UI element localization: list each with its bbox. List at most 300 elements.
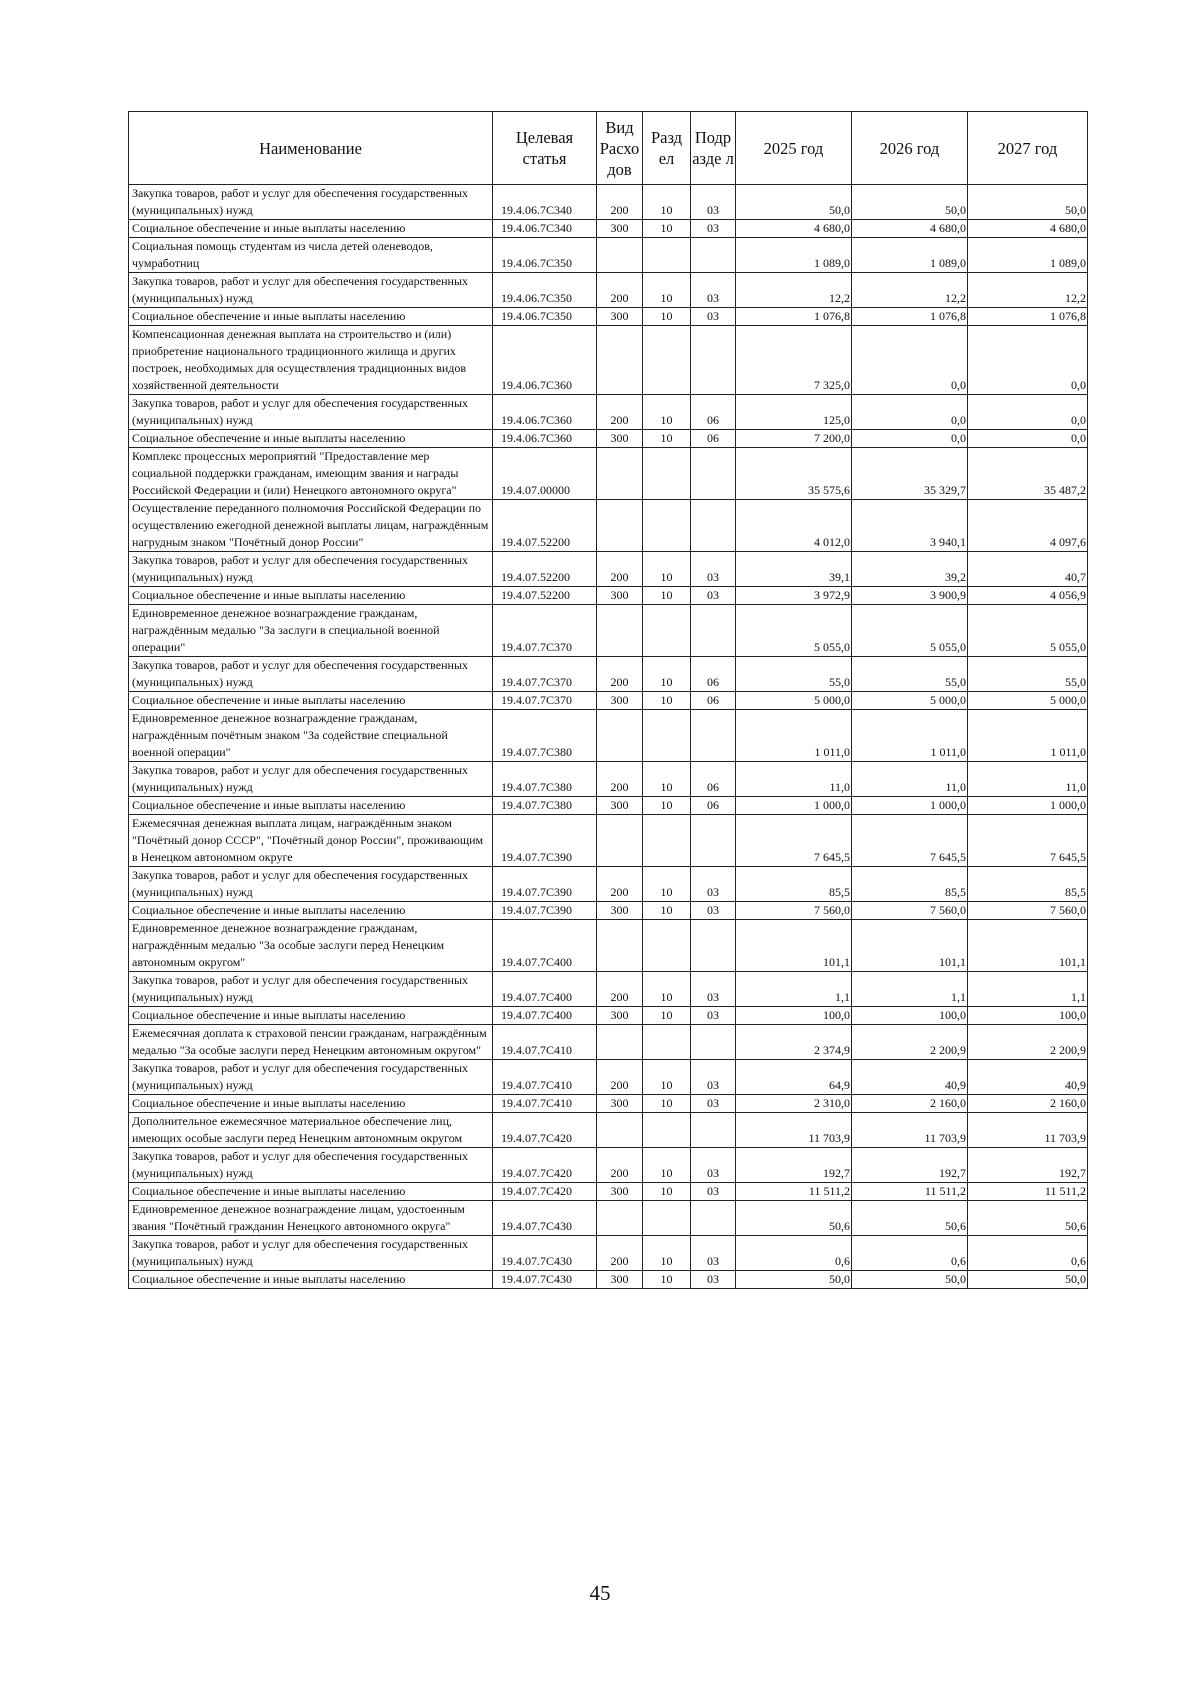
table-row [129,902,1088,920]
table-row [129,762,1088,797]
cell-2027: 0,0 [968,430,1088,448]
cell-2026: 1,1 [852,972,968,1007]
cell-2025: 1 011,0 [736,710,852,762]
cell-2026: 35 329,7 [852,448,968,500]
cell-target-article: 19.4.07.7С410 [493,1095,597,1113]
cell-expense-type [597,815,643,867]
cell-target-article: 19.4.07.7С430 [493,1271,597,1289]
cell-expense-type [597,1113,643,1148]
cell-subsection [691,500,736,552]
cell-name: Социальное обеспечение и иные выплаты населению [129,587,493,605]
cell-target-article: 19.4.06.7С360 [493,430,597,448]
cell-target-article: 19.4.06.7С360 [493,326,597,395]
cell-expense-type [597,920,643,972]
cell-subsection [691,815,736,867]
cell-subsection [691,1113,736,1148]
cell-name: Социальное обеспечение и иные выплаты населению [129,797,493,815]
cell-target-article: 19.4.06.7С360 [493,395,597,430]
table-row [129,1201,1088,1236]
table-row [129,1095,1088,1113]
cell-name: Закупка товаров, работ и услуг для обеспечения государственных (муниципальных) нужд [129,273,493,308]
cell-target-article: 19.4.07.7С430 [493,1236,597,1271]
cell-name: Социальное обеспечение и иные выплаты населению [129,430,493,448]
cell-2026: 1 076,8 [852,308,968,326]
cell-section: 10 [643,430,691,448]
cell-subsection [691,710,736,762]
header-year-2026: 2026 год [852,112,968,185]
cell-2027: 50,0 [968,185,1088,220]
cell-2027: 4 097,6 [968,500,1088,552]
table-row [129,1271,1088,1289]
cell-2025: 7 560,0 [736,902,852,920]
cell-subsection: 06 [691,430,736,448]
cell-name: Компенсационная денежная выплата на строительство и (или) приобретение национального традиционного жилища и других построек, необходимых для осуществления традиционных видов хозяйственной деятельности [129,326,493,395]
cell-2026: 1 089,0 [852,238,968,273]
cell-2026: 7 645,5 [852,815,968,867]
cell-target-article: 19.4.06.7С350 [493,308,597,326]
cell-name: Социальное обеспечение и иные выплаты населению [129,1095,493,1113]
cell-2026: 11,0 [852,762,968,797]
table-row [129,552,1088,587]
cell-name: Единовременное денежное вознаграждение гражданам, награждённым медалью "За заслуги в специальной военной операции" [129,605,493,657]
cell-2027: 0,0 [968,326,1088,395]
cell-target-article: 19.4.06.7С350 [493,273,597,308]
table-row [129,273,1088,308]
cell-2026: 0,0 [852,326,968,395]
cell-name: Ежемесячная доплата к страховой пенсии гражданам, награждённым медалью "За особые заслуги перед Ненецким автономным округом" [129,1025,493,1060]
cell-section [643,605,691,657]
cell-subsection: 03 [691,1007,736,1025]
cell-expense-type [597,1025,643,1060]
cell-subsection: 03 [691,1148,736,1183]
table-row [129,815,1088,867]
cell-target-article: 19.4.07.7С410 [493,1060,597,1095]
cell-expense-type: 300 [597,692,643,710]
cell-2025: 50,6 [736,1201,852,1236]
cell-section: 10 [643,273,691,308]
cell-name: Закупка товаров, работ и услуг для обеспечения государственных (муниципальных) нужд [129,185,493,220]
cell-expense-type: 200 [597,395,643,430]
cell-target-article: 19.4.07.7С430 [493,1201,597,1236]
table-row [129,326,1088,395]
cell-subsection [691,920,736,972]
cell-2025: 2 374,9 [736,1025,852,1060]
cell-subsection: 03 [691,552,736,587]
cell-2027: 0,6 [968,1236,1088,1271]
table-row [129,867,1088,902]
cell-subsection: 03 [691,902,736,920]
cell-2027: 2 160,0 [968,1095,1088,1113]
cell-expense-type: 300 [597,1271,643,1289]
cell-2027: 11,0 [968,762,1088,797]
cell-2027: 12,2 [968,273,1088,308]
cell-name: Социальное обеспечение и иные выплаты населению [129,1271,493,1289]
cell-name: Единовременное денежное вознаграждение лицам, удостоенным звания "Почётный гражданин Ненецкого автономного округа" [129,1201,493,1236]
table-row [129,308,1088,326]
cell-section: 10 [643,1060,691,1095]
cell-2025: 1,1 [736,972,852,1007]
cell-2026: 3 940,1 [852,500,968,552]
table-row [129,710,1088,762]
cell-2026: 11 703,9 [852,1113,968,1148]
cell-target-article: 19.4.07.52200 [493,500,597,552]
cell-section: 10 [643,762,691,797]
cell-target-article: 19.4.07.7С400 [493,1007,597,1025]
cell-section: 10 [643,1183,691,1201]
cell-subsection [691,605,736,657]
cell-2027: 7 560,0 [968,902,1088,920]
cell-2026: 3 900,9 [852,587,968,605]
cell-name: Закупка товаров, работ и услуг для обеспечения государственных (муниципальных) нужд [129,867,493,902]
cell-name: Социальное обеспечение и иные выплаты населению [129,1183,493,1201]
cell-section: 10 [643,972,691,1007]
table-row [129,587,1088,605]
cell-section [643,710,691,762]
cell-2026: 2 160,0 [852,1095,968,1113]
cell-2026: 50,0 [852,1271,968,1289]
cell-expense-type: 300 [597,1007,643,1025]
cell-target-article: 19.4.07.7С420 [493,1148,597,1183]
cell-subsection: 03 [691,273,736,308]
cell-expense-type: 200 [597,1236,643,1271]
table-row [129,238,1088,273]
table-header-row [129,112,1088,185]
cell-name: Социальное обеспечение и иные выплаты населению [129,308,493,326]
cell-expense-type: 200 [597,273,643,308]
cell-name: Закупка товаров, работ и услуг для обеспечения государственных (муниципальных) нужд [129,1148,493,1183]
cell-subsection: 06 [691,657,736,692]
cell-2025: 11 703,9 [736,1113,852,1148]
cell-section: 10 [643,1148,691,1183]
cell-section [643,1025,691,1060]
cell-2027: 1 089,0 [968,238,1088,273]
cell-2025: 35 575,6 [736,448,852,500]
cell-target-article: 19.4.06.7С340 [493,220,597,238]
cell-section [643,815,691,867]
cell-section: 10 [643,1095,691,1113]
cell-2025: 50,0 [736,185,852,220]
table-row [129,448,1088,500]
cell-2027: 5 055,0 [968,605,1088,657]
cell-target-article: 19.4.07.7С390 [493,815,597,867]
cell-target-article: 19.4.06.7С340 [493,185,597,220]
cell-2025: 64,9 [736,1060,852,1095]
cell-name: Комплекс процессных мероприятий "Предоставление мер социальной поддержки гражданам, имеющим звания и награды Российской Федерации и (или) Ненецкого автономного округа" [129,448,493,500]
cell-2027: 85,5 [968,867,1088,902]
cell-expense-type: 200 [597,657,643,692]
table-row [129,657,1088,692]
cell-2025: 7 200,0 [736,430,852,448]
header-name: Наименование [129,112,493,185]
cell-subsection: 03 [691,587,736,605]
table-row [129,1148,1088,1183]
cell-2027: 2 200,9 [968,1025,1088,1060]
cell-2027: 35 487,2 [968,448,1088,500]
cell-subsection: 06 [691,797,736,815]
cell-2025: 5 055,0 [736,605,852,657]
cell-name: Ежемесячная денежная выплата лицам, награждённым знаком "Почётный донор СССР", "Почётный донор России", проживающим в Ненецком автономном округе [129,815,493,867]
cell-2027: 101,1 [968,920,1088,972]
table-row [129,185,1088,220]
cell-2027: 11 511,2 [968,1183,1088,1201]
cell-2027: 50,6 [968,1201,1088,1236]
header-subsection: Подр азде л [691,112,736,185]
cell-2026: 0,0 [852,395,968,430]
cell-section: 10 [643,1236,691,1271]
cell-expense-type: 300 [597,220,643,238]
cell-expense-type: 300 [597,430,643,448]
cell-subsection: 03 [691,1236,736,1271]
cell-section: 10 [643,308,691,326]
cell-expense-type [597,238,643,273]
cell-2026: 50,6 [852,1201,968,1236]
cell-expense-type: 200 [597,1148,643,1183]
cell-2025: 192,7 [736,1148,852,1183]
cell-target-article: 19.4.07.7С420 [493,1183,597,1201]
cell-section: 10 [643,1271,691,1289]
cell-2027: 192,7 [968,1148,1088,1183]
cell-section: 10 [643,552,691,587]
cell-expense-type [597,448,643,500]
cell-target-article: 19.4.06.7С350 [493,238,597,273]
cell-subsection: 03 [691,1271,736,1289]
cell-subsection: 03 [691,1060,736,1095]
cell-2026: 11 511,2 [852,1183,968,1201]
cell-target-article: 19.4.07.7С380 [493,762,597,797]
cell-name: Закупка товаров, работ и услуг для обеспечения государственных (муниципальных) нужд [129,395,493,430]
cell-section: 10 [643,867,691,902]
cell-2025: 2 310,0 [736,1095,852,1113]
cell-subsection: 03 [691,185,736,220]
cell-subsection [691,448,736,500]
cell-2027: 100,0 [968,1007,1088,1025]
header-target-article: Целевая статья [493,112,597,185]
cell-expense-type [597,326,643,395]
cell-2027: 1 011,0 [968,710,1088,762]
cell-expense-type: 200 [597,867,643,902]
cell-2025: 11 511,2 [736,1183,852,1201]
table-row [129,605,1088,657]
cell-subsection: 06 [691,762,736,797]
cell-expense-type: 300 [597,587,643,605]
cell-2025: 12,2 [736,273,852,308]
cell-name: Социальное обеспечение и иные выплаты населению [129,692,493,710]
cell-2025: 101,1 [736,920,852,972]
cell-expense-type: 300 [597,797,643,815]
cell-2027: 1,1 [968,972,1088,1007]
cell-2026: 40,9 [852,1060,968,1095]
cell-expense-type: 300 [597,902,643,920]
cell-2027: 5 000,0 [968,692,1088,710]
table-row [129,1113,1088,1148]
table-row [129,1183,1088,1201]
cell-2025: 50,0 [736,1271,852,1289]
budget-table [128,111,1088,1289]
cell-2027: 7 645,5 [968,815,1088,867]
table-row [129,1236,1088,1271]
cell-expense-type: 200 [597,972,643,1007]
cell-section: 10 [643,220,691,238]
cell-subsection: 03 [691,972,736,1007]
cell-2025: 1 089,0 [736,238,852,273]
cell-2026: 5 055,0 [852,605,968,657]
table-body [129,185,1088,1289]
cell-2026: 12,2 [852,273,968,308]
cell-2026: 7 560,0 [852,902,968,920]
cell-name: Социальное обеспечение и иные выплаты населению [129,220,493,238]
cell-name: Осуществление переданного полномочия Российской Федерации по осуществлению ежегодной денежной выплаты лицам, награждённым нагрудным знаком "Почётный донор России" [129,500,493,552]
cell-target-article: 19.4.07.7С380 [493,797,597,815]
cell-target-article: 19.4.07.7С390 [493,902,597,920]
header-section: Разд ел [643,112,691,185]
table-row [129,500,1088,552]
cell-section: 10 [643,587,691,605]
cell-subsection: 03 [691,220,736,238]
cell-2026: 192,7 [852,1148,968,1183]
cell-subsection [691,238,736,273]
table-row [129,692,1088,710]
cell-target-article: 19.4.07.7С370 [493,605,597,657]
table-row [129,1025,1088,1060]
cell-target-article: 19.4.07.7С370 [493,657,597,692]
cell-expense-type: 300 [597,308,643,326]
header-year-2025: 2025 год [736,112,852,185]
cell-2026: 100,0 [852,1007,968,1025]
cell-name: Закупка товаров, работ и услуг для обеспечения государственных (муниципальных) нужд [129,657,493,692]
cell-2026: 85,5 [852,867,968,902]
cell-target-article: 19.4.07.7С370 [493,692,597,710]
cell-name: Единовременное денежное вознаграждение гражданам, награждённым почётным знаком "За содействие специальной военной операции" [129,710,493,762]
cell-subsection: 06 [691,395,736,430]
cell-section [643,238,691,273]
cell-expense-type [597,605,643,657]
cell-2027: 1 076,8 [968,308,1088,326]
cell-name: Единовременное денежное вознаграждение гражданам, награждённым медалью "За особые заслуги перед Ненецким автономным округом" [129,920,493,972]
cell-2025: 5 000,0 [736,692,852,710]
cell-section: 10 [643,395,691,430]
cell-2025: 3 972,9 [736,587,852,605]
cell-expense-type: 200 [597,1060,643,1095]
cell-name: Социальное обеспечение и иные выплаты населению [129,902,493,920]
cell-name: Закупка товаров, работ и услуг для обеспечения государственных (муниципальных) нужд [129,1060,493,1095]
cell-2025: 85,5 [736,867,852,902]
cell-name: Социальная помощь студентам из числа детей оленеводов, чумработниц [129,238,493,273]
cell-2027: 4 680,0 [968,220,1088,238]
table-row [129,1007,1088,1025]
cell-expense-type [597,500,643,552]
cell-2025: 100,0 [736,1007,852,1025]
cell-2025: 1 076,8 [736,308,852,326]
cell-target-article: 19.4.07.52200 [493,552,597,587]
cell-section: 10 [643,185,691,220]
cell-2026: 0,0 [852,430,968,448]
cell-section: 10 [643,902,691,920]
cell-2025: 1 000,0 [736,797,852,815]
cell-2025: 4 012,0 [736,500,852,552]
cell-subsection: 03 [691,308,736,326]
cell-name: Закупка товаров, работ и услуг для обеспечения государственных (муниципальных) нужд [129,1236,493,1271]
cell-expense-type: 200 [597,185,643,220]
cell-expense-type: 300 [597,1095,643,1113]
cell-2026: 5 000,0 [852,692,968,710]
cell-2026: 39,2 [852,552,968,587]
table-row [129,797,1088,815]
cell-2026: 2 200,9 [852,1025,968,1060]
cell-expense-type: 300 [597,1183,643,1201]
cell-section: 10 [643,692,691,710]
cell-target-article: 19.4.07.7С390 [493,867,597,902]
cell-2025: 4 680,0 [736,220,852,238]
table-row [129,220,1088,238]
page-number: 45 [589,1581,611,1605]
cell-2026: 1 000,0 [852,797,968,815]
cell-target-article: 19.4.07.7С380 [493,710,597,762]
cell-2026: 4 680,0 [852,220,968,238]
cell-expense-type: 200 [597,762,643,797]
cell-name: Закупка товаров, работ и услуг для обеспечения государственных (муниципальных) нужд [129,762,493,797]
cell-subsection: 03 [691,1095,736,1113]
cell-name: Дополнительное ежемесячное материальное обеспечение лиц, имеющих особые заслуги перед Ненецким автономным округом [129,1113,493,1148]
cell-section [643,920,691,972]
cell-subsection [691,1025,736,1060]
cell-2027: 0,0 [968,395,1088,430]
cell-section [643,1113,691,1148]
cell-2025: 7 645,5 [736,815,852,867]
cell-section [643,448,691,500]
table-row [129,920,1088,972]
cell-section [643,500,691,552]
cell-subsection [691,1201,736,1236]
cell-2027: 1 000,0 [968,797,1088,815]
cell-target-article: 19.4.07.7С420 [493,1113,597,1148]
cell-target-article: 19.4.07.7С400 [493,972,597,1007]
cell-2027: 11 703,9 [968,1113,1088,1148]
cell-2026: 0,6 [852,1236,968,1271]
cell-subsection: 03 [691,867,736,902]
table-row [129,395,1088,430]
cell-section [643,326,691,395]
cell-2026: 1 011,0 [852,710,968,762]
cell-2025: 11,0 [736,762,852,797]
cell-expense-type: 200 [597,552,643,587]
cell-section: 10 [643,1007,691,1025]
cell-name: Закупка товаров, работ и услуг для обеспечения государственных (муниципальных) нужд [129,552,493,587]
cell-section [643,1201,691,1236]
cell-2025: 55,0 [736,657,852,692]
table-row [129,972,1088,1007]
cell-2026: 55,0 [852,657,968,692]
cell-2025: 0,6 [736,1236,852,1271]
cell-expense-type [597,1201,643,1236]
cell-2025: 7 325,0 [736,326,852,395]
cell-subsection: 03 [691,1183,736,1201]
cell-subsection: 06 [691,692,736,710]
cell-subsection [691,326,736,395]
table-row [129,1060,1088,1095]
cell-expense-type [597,710,643,762]
cell-2027: 40,9 [968,1060,1088,1095]
table-row [129,430,1088,448]
cell-target-article: 19.4.07.00000 [493,448,597,500]
cell-2027: 40,7 [968,552,1088,587]
cell-2026: 101,1 [852,920,968,972]
header-expense-type: Вид Расхо дов [597,112,643,185]
cell-2025: 39,1 [736,552,852,587]
header-year-2027: 2027 год [968,112,1088,185]
cell-2027: 50,0 [968,1271,1088,1289]
cell-2025: 125,0 [736,395,852,430]
cell-target-article: 19.4.07.52200 [493,587,597,605]
